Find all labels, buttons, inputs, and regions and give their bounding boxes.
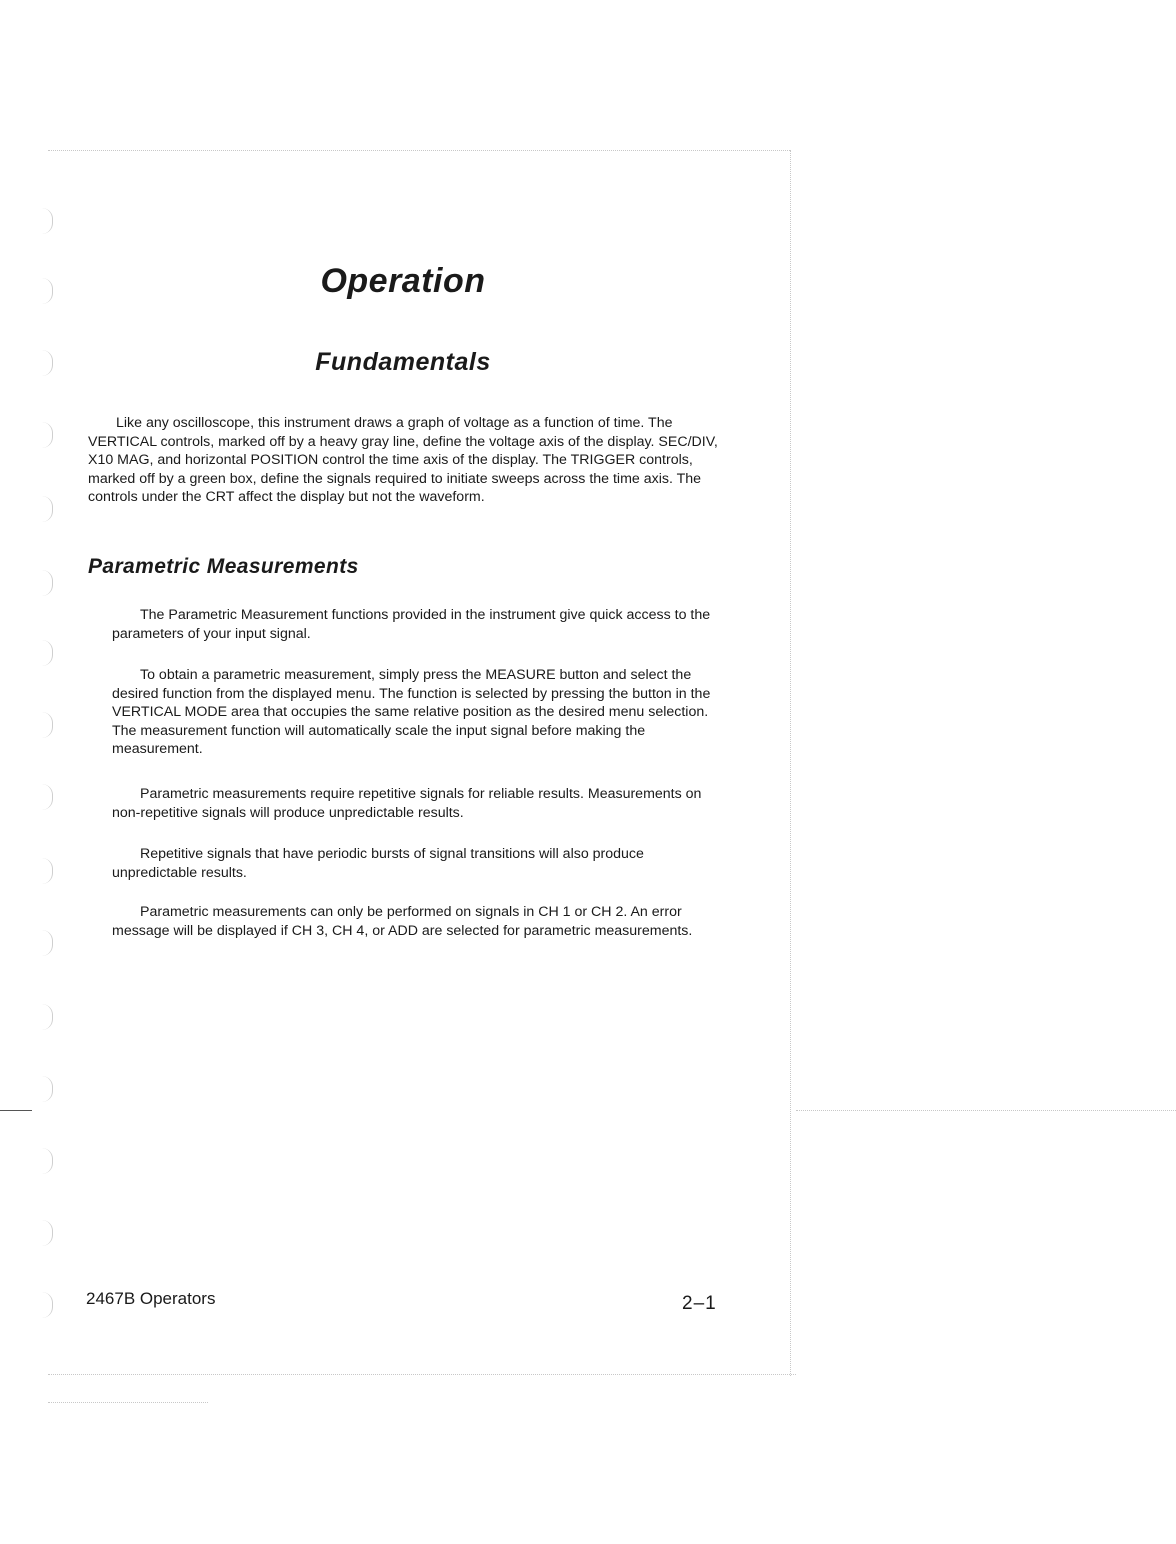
binder-hole (42, 712, 53, 738)
binder-hole (42, 1292, 53, 1318)
page-title: Operation (320, 262, 486, 300)
binder-hole (42, 422, 53, 448)
page-edge-top (48, 150, 790, 151)
binder-hole (42, 1148, 53, 1174)
binder-hole (42, 640, 53, 666)
binder-hole (42, 570, 53, 596)
page-subtitle: Fundamentals (315, 348, 491, 376)
binder-hole (42, 858, 53, 884)
page-edge-bottom-shadow (48, 1402, 208, 1403)
binder-hole (42, 496, 53, 522)
page-fold-line (796, 1110, 1176, 1111)
binder-hole (42, 1004, 53, 1030)
binder-hole (42, 1220, 53, 1246)
paragraph: The Parametric Measurement functions provided in the instrument give quick access to the parameters of your input signal. (112, 607, 711, 642)
page-edge-right (790, 150, 791, 1376)
binder-hole (42, 784, 53, 810)
paragraph: Parametric measurements can only be performed on signals in CH 1 or CH 2. An error message will be displayed if CH 3, CH 4, or ADD are selected for parametric measurements. (112, 904, 693, 939)
page-fold-mark (0, 1110, 32, 1111)
binder-hole (42, 1076, 53, 1102)
paragraph: Repetitive signals that have periodic bursts of signal transitions will also produce unpredictable results. (112, 846, 644, 881)
footer-manual-name: 2467B Operators (86, 1289, 216, 1308)
paragraph: Parametric measurements require repetitive signals for reliable results. Measurements on non-repetitive signals will produce unpredictable results. (112, 786, 702, 821)
intro-paragraph: Like any oscilloscope, this instrument draws a graph of voltage as a function of time. The VERTICAL controls, marked off by a heavy gray line, define the voltage axis of the display. SEC/DIV, X10 MAG, and horizontal POSITION control the time axis of the display. The TRIGGER controls, marked off by a green box, define the signals required to initiate sweeps across the time axis. The controls under the CRT affect the display but not the waveform. (88, 415, 718, 505)
page-edge-bottom (48, 1374, 796, 1375)
footer-page-number: 2–1 (682, 1293, 717, 1314)
binder-hole (42, 930, 53, 956)
paragraph: To obtain a parametric measurement, simply press the MEASURE button and select the desired function from the displayed menu. The function is selected by pressing the button in the VERTICAL MODE area that occupies the same relative position as the desired menu selection. The measurement function will automatically scale the input signal before making the measurement. (112, 667, 711, 757)
binder-hole (42, 208, 53, 234)
section-heading: Parametric Measurements (88, 555, 359, 578)
